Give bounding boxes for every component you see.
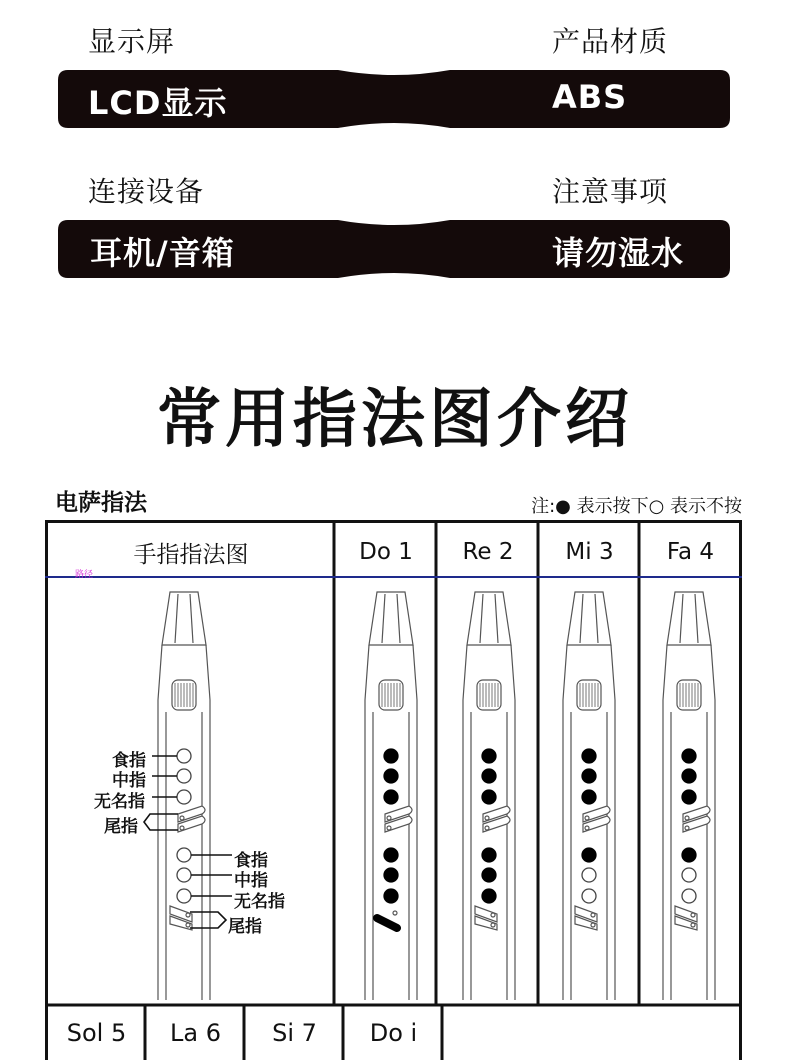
hole-1 [682,749,696,763]
label-upper-index: 食指 [112,751,146,771]
hole-5 [482,868,496,882]
hole-6 [384,889,398,903]
section-headline: 常用指法图介绍 [157,383,633,457]
label-lower-middle: 中指 [234,871,268,891]
spec-label-notice: 注意事项 [552,175,669,208]
hole-6 [177,889,191,903]
hole-4 [582,848,596,862]
spec-value-material: ABS [552,78,628,116]
hole-3 [177,790,191,804]
spec-value-notice: 请勿湿水 [552,234,685,272]
hole-3 [482,790,496,804]
hole-5 [177,868,191,882]
label-lower-index: 食指 [234,851,268,871]
header-do1: Do 1 [359,539,413,565]
bottom-sol5: Sol 5 [66,1018,127,1047]
hole-4 [177,848,191,862]
label-upper-pinky: 尾指 [104,817,138,837]
hole-4 [682,848,696,862]
hole-4 [482,848,496,862]
hole-2 [177,769,191,783]
path-mark: 路径 [75,570,94,580]
legend-note: 注:● 表示按下○ 表示不按 [531,496,742,517]
bottom-si7: Si 7 [272,1018,317,1047]
instrument-fa4 [663,592,715,1000]
hole-2 [582,769,596,783]
header-finger-chart: 手指指法图 [133,541,249,568]
instrument-reference [158,592,210,1000]
header-mi3: Mi 3 [565,539,614,565]
header-re2: Re 2 [462,539,514,565]
spec-label-display: 显示屏 [88,25,176,58]
hole-2 [482,769,496,783]
spec-label-connection: 连接设备 [88,175,205,208]
hole-1 [482,749,496,763]
pinky-key-pressed [377,918,397,928]
hole-4 [384,848,398,862]
label-lower-pinky: 尾指 [228,917,262,937]
hole-1 [384,749,398,763]
hole-1 [582,749,596,763]
spec-value-display: LCD显示 [88,84,228,122]
hole-6 [482,889,496,903]
hole-3 [582,790,596,804]
hole-6 [682,889,696,903]
hole-3 [682,790,696,804]
label-upper-middle: 中指 [112,771,146,791]
bottom-la6: La 6 [170,1018,221,1047]
hole-5 [682,868,696,882]
bottom-do-high: Do i [369,1018,418,1047]
hole-3 [384,790,398,804]
spec-value-connection: 耳机/音箱 [90,234,235,272]
instrument-mi3 [563,592,615,1000]
header-fa4: Fa 4 [666,539,715,565]
label-upper-ring: 无名指 [94,792,145,812]
hole-6 [582,889,596,903]
hole-2 [682,769,696,783]
chart-subtitle: 电萨指法 [55,490,147,516]
instrument-do1 [365,592,417,1000]
hole-5 [384,868,398,882]
hole-2 [384,769,398,783]
hole-1 [177,749,191,763]
label-lower-ring: 无名指 [234,892,285,912]
instrument-re2 [463,592,515,1000]
hole-5 [582,868,596,882]
spec-label-material: 产品材质 [552,25,669,58]
